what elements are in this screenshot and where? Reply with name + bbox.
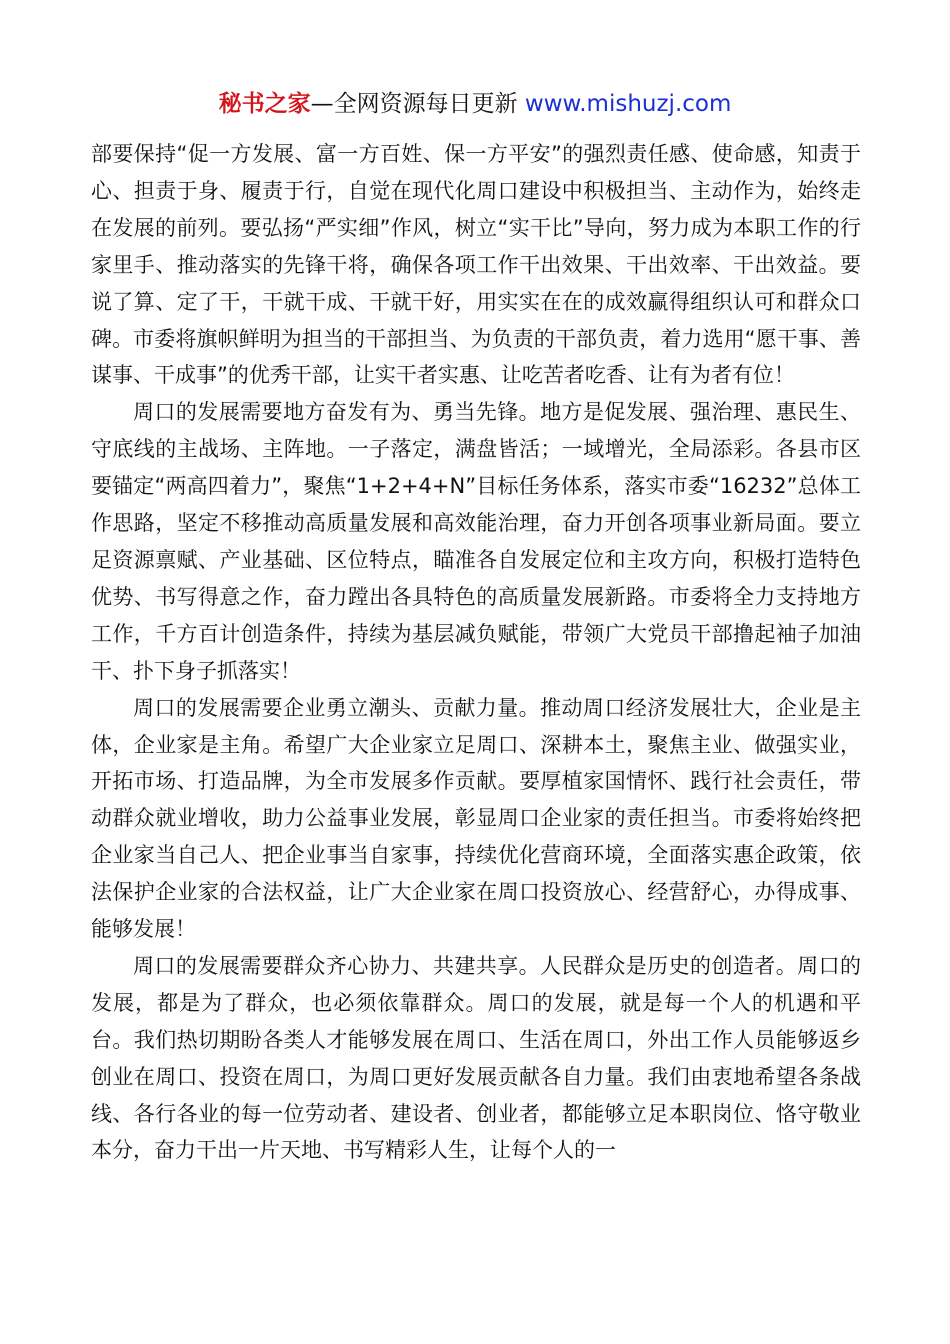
paragraph-1: 部要保持“促一方发展、富一方百姓、保一方平安”的强烈责任感、使命感，知责于心、担责于身、履责于行，自觉在现代化周口建设中积极担当、主动作为，始终走在发展的前列。要弘扬“严实细”作风，树立“实干比”导向，努力成为本职工作的行家里手、推动落实的先锋干将，确保各项工作干出效果、干出效率、干出效益。要说了算、定了干，干就干成、干就干好，用实实在在的成效赢得组织认可和群众口碑。市委将旗帜鲜明为担当的干部担当、为负责的干部负责，着力选用“愿干事、善谋事、干成事”的优秀干部，让实干者实惠、让吃苦者吃香、让有为者有位！ <box>91 142 861 388</box>
document-body <box>91 136 861 1169</box>
brand-name: 秘书之家 <box>218 91 311 117</box>
site-header <box>0 86 950 122</box>
paragraph-4: 周口的发展需要群众齐心协力、共建共享。人民群众是历史的创造者。周口的发展，都是为了群众，也必须依靠群众。周口的发展，就是每一个人的机遇和平台。我们热切期盼各类人才能够发展在周口、生活在周口，外出工作人员能够返乡创业在周口、投资在周口，为周口更好发展贡献各自力量。我们由衷地希望各条战线、各行各业的每一位劳动者、建设者、创业者，都能够立足本职岗位、恪守敬业本分，奋力干出一片天地、书写精彩人生，让每个人的一 <box>91 953 861 1163</box>
header-tagline: —全网资源每日更新 <box>310 91 525 117</box>
site-url-link[interactable]: www.mishuzj.com <box>524 91 732 117</box>
paragraph-3: 周口的发展需要企业勇立潮头、贡献力量。推动周口经济发展壮大，企业是主体，企业家是主角。希望广大企业家立足周口、深耕本土，聚焦主业、做强实业，开拓市场、打造品牌，为全市发展多作贡献。要厚植家国情怀、践行社会责任，带动群众就业增收，助力公益事业发展，彰显周口企业家的责任担当。市委将始终把企业家当自己人、把企业事当自家事，持续优化营商环境，全面落实惠企政策，依法保护企业家的合法权益，让广大企业家在周口投资放心、经营舒心，办得成事、能够发展！ <box>91 695 861 942</box>
paragraph-2: 周口的发展需要地方奋发有为、勇当先锋。地方是促发展、强治理、惠民生、守底线的主战场、主阵地。一子落定，满盘皆活；一域增光，全局添彩。各县市区要锚定“两高四着力”，聚焦“1+2+4+N”目标任务体系，落实市委“16232”总体工作思路，坚定不移推动高质量发展和高效能治理，奋力开创各项事业新局面。要立足资源禀赋、产业基础、区位特点，瞄准各自发展定位和主攻方向，积极打造特色优势、书写得意之作，奋力蹚出各具特色的高质量发展新路。市委将全力支持地方工作，千方百计创造条件，持续为基层减负赋能，带领广大党员干部撸起袖子加油干、扑下身子抓落实！ <box>91 400 861 683</box>
